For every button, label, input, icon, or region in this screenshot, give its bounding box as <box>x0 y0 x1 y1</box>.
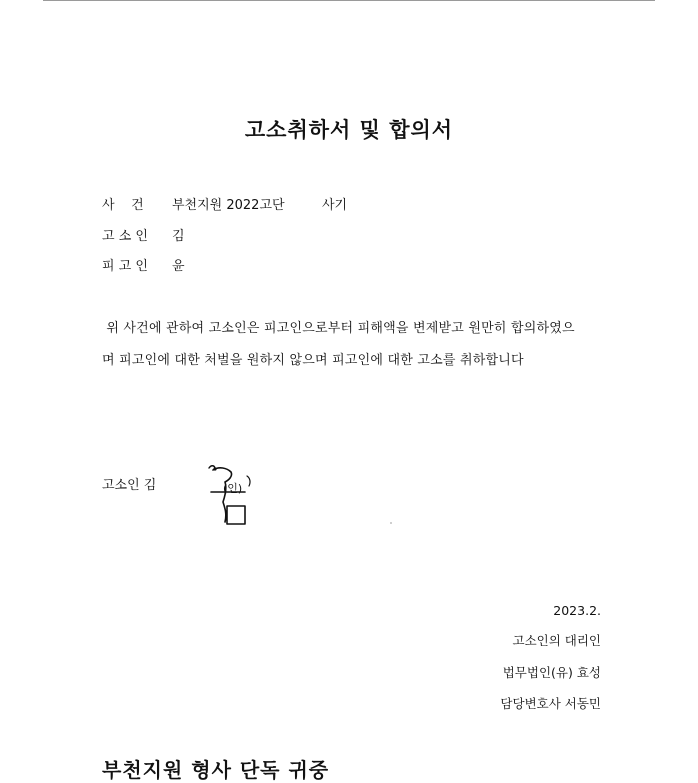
top-border-line <box>43 0 655 1</box>
scan-speck <box>390 522 392 524</box>
addressee-court: 부천지원 형사 단독 귀중 <box>102 758 330 782</box>
law-firm: 법무법인(유) 효성 <box>502 665 601 680</box>
date: 2023.2. <box>553 603 601 618</box>
lawyer-name: 담당변호사 서동민 <box>500 696 601 711</box>
case-label: 사 건 <box>102 198 144 213</box>
complainant-label: 고 소 인 <box>102 229 148 244</box>
defendant-name: 윤 <box>172 259 185 274</box>
defendant-label: 피 고 인 <box>102 259 148 274</box>
body-text-line-1: 위 사건에 관하여 고소인은 피고인으로부터 피해액을 변제받고 원만히 합의하였으 <box>102 321 575 336</box>
signer-label: 고소인 김 <box>102 478 157 493</box>
case-crime: 사기 <box>322 198 348 213</box>
agent-label: 고소인의 대리인 <box>512 633 601 648</box>
case-number: 부천지원 2022고단 <box>172 198 285 213</box>
seal-text: (인) <box>223 482 243 495</box>
document-title: 고소취하서 및 합의서 <box>244 118 454 142</box>
handwritten-signature <box>205 462 265 532</box>
complainant-name: 김 <box>172 229 185 244</box>
body-text-line-2: 며 피고인에 대한 처벌을 원하지 않으며 피고인에 대한 고소를 취하합니다 <box>102 353 524 368</box>
